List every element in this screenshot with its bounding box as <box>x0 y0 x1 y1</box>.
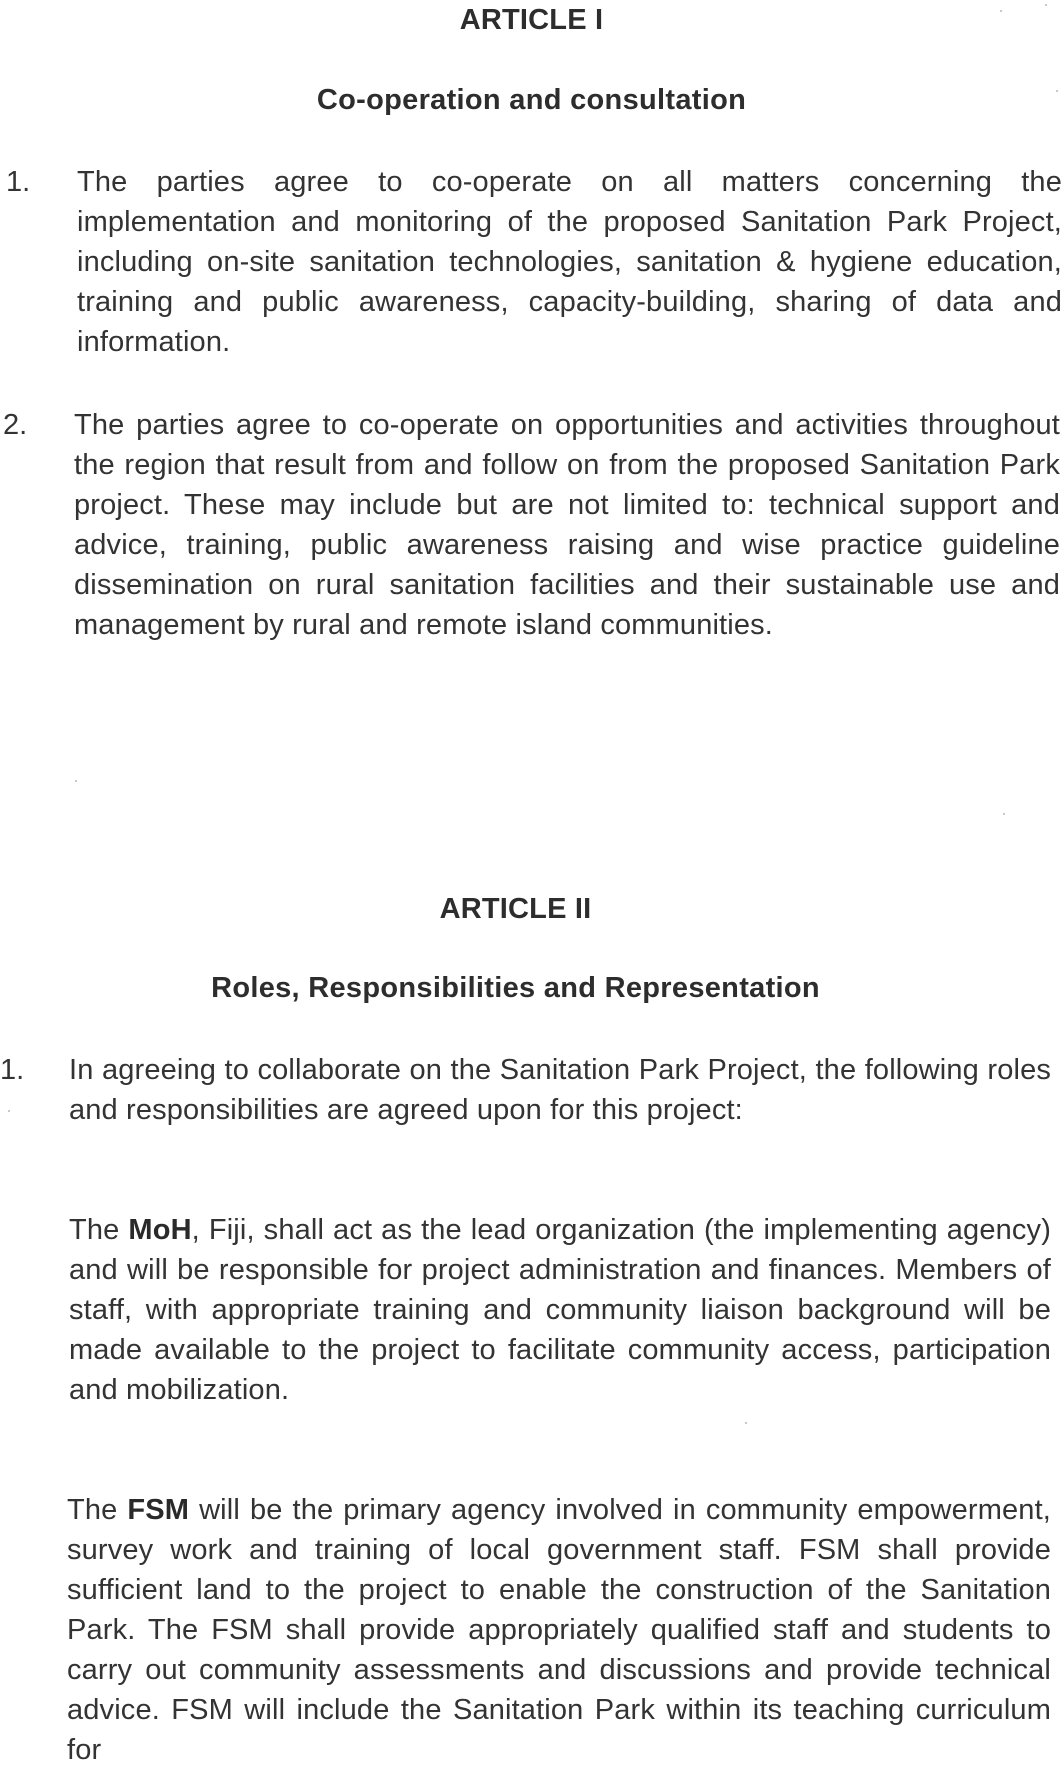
article-1-item-1-text: The parties agree to co-operate on all matters concerning the implementation and monitoring of the proposed Sanitation Park Project, including on-site sanitation technologies, sanitation & hygiene education, training and public awareness, capacity-building, sharing of data and information. <box>77 166 1062 358</box>
article-1-item-1-number: 1. <box>6 166 31 198</box>
article-1-item-2-text: The parties agree to co-operate on opportunities and activities throughout the region that result from and follow on from the proposed Sanitation Park project. These may include but are not limited to: technical support and advice, training, public awareness raising and wise practice guideline dissemination on rural sanitation facilities and their sustainable use and management by rural and remote island communities. <box>74 409 1060 641</box>
scan-speck <box>1056 90 1058 92</box>
moh-paragraph-body: , Fiji, shall act as the lead organization (the implementing agency) and will be responsible for project administration and finances. Members of staff, with appropriate training and community liaison background will be made available to the project to facilitate community access, participation and mobilization. <box>69 1214 1051 1406</box>
moh-paragraph-lead: The <box>69 1214 129 1246</box>
scan-speck <box>1000 10 1002 12</box>
article-2-item-1-text: In agreeing to collaborate on the Sanitation Park Project, the following roles and responsibilities are agreed upon for this project: <box>69 1054 1051 1126</box>
fsm-paragraph <box>67 1490 1051 1770</box>
fsm-paragraph-lead: The <box>67 1494 128 1526</box>
scan-speck <box>745 1422 747 1424</box>
scan-speck <box>75 780 77 782</box>
scan-speck <box>1003 813 1005 815</box>
fsm-label: FSM <box>127 1494 190 1526</box>
scan-speck <box>8 1110 10 1112</box>
article-1-title: Co-operation and consultation <box>316 84 747 116</box>
article-1-item-2-number: 2. <box>3 409 28 441</box>
article-2-heading: ARTICLE II <box>439 893 592 925</box>
article-2-item-1-number: 1. <box>0 1054 25 1086</box>
moh-label: MoH <box>128 1214 192 1246</box>
article-2-title: Roles, Responsibilities and Representation <box>211 972 820 1004</box>
scan-speck <box>1045 4 1047 6</box>
fsm-paragraph-body: will be the primary agency involved in community empowerment, survey work and training of local government staff. FSM shall provide sufficient land to the project to enable the construction of the Sanitation Park. The FSM shall provide appropriately qualified staff and students to carry out community assessments and discussions and provide technical advice. FSM will include the Sanitation Park within its teaching curriculum for <box>67 1494 1051 1766</box>
article-1-heading: ARTICLE I <box>459 4 604 36</box>
moh-paragraph <box>69 1210 1051 1410</box>
